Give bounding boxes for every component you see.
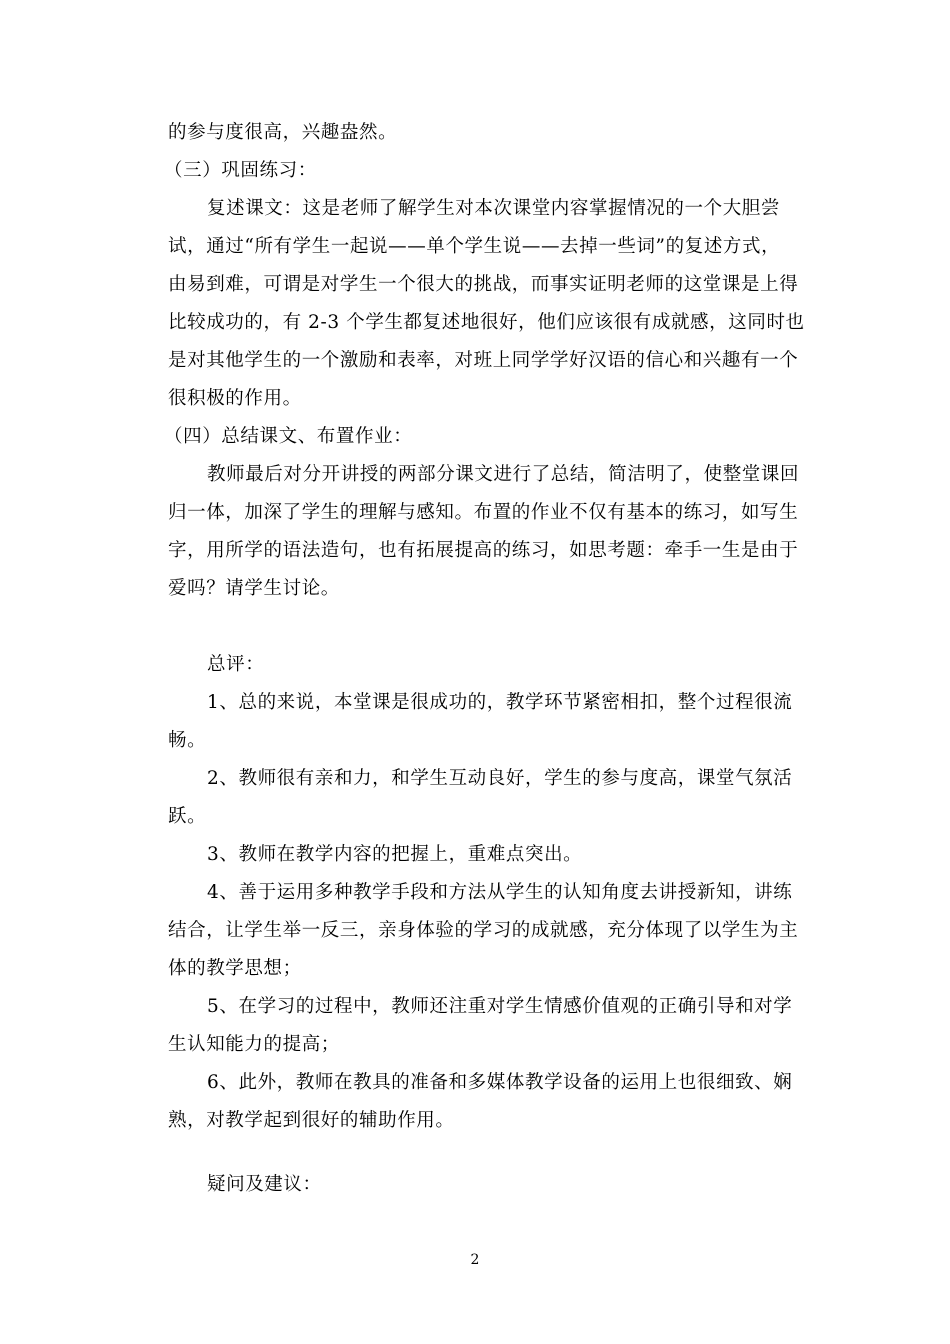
text-line: 2、教师很有亲和力，和学生互动良好，学生的参与度高，课堂气氛活 [207, 768, 793, 789]
text-line: 比较成功的，有 2-3 个学生都复述地很好，他们应该很有成就感，这同时也 [168, 312, 805, 333]
text-line: 跃。 [168, 806, 207, 827]
text-line: 熟，对教学起到很好的辅助作用。 [168, 1110, 455, 1131]
text-line: 畅。 [168, 730, 207, 751]
text-line: 教师最后对分开讲授的两部分课文进行了总结，简洁明了，使整堂课回 [207, 464, 800, 485]
text-line: 很积极的作用。 [168, 388, 302, 409]
text-line: 归一体，加深了学生的理解与感知。布置的作业不仅有基本的练习，如写生 [168, 502, 799, 523]
text-line: 字，用所学的语法造句，也有拓展提高的练习，如思考题：牵手一生是由于 [168, 540, 799, 561]
text-line: 6、此外，教师在教具的准备和多媒体教学设备的运用上也很细致、娴 [207, 1072, 793, 1093]
text-line: 试，通过“所有学生一起说——单个学生说——去掉一些词”的复述方式， [168, 236, 781, 257]
section-heading: （三）巩固练习： [164, 160, 317, 181]
questions-heading: 疑问及建议： [207, 1174, 322, 1195]
text-line: 爱吗？请学生讨论。 [168, 578, 340, 599]
section-heading: （四）总结课文、布置作业： [164, 426, 413, 447]
text-line: 5、在学习的过程中，教师还注重对学生情感价值观的正确引导和对学 [207, 996, 793, 1017]
text-line: 结合，让学生举一反三，亲身体验的学习的成就感，充分体现了以学生为主 [168, 920, 799, 941]
text-line: 是对其他学生的一个激励和表率，对班上同学学好汉语的信心和兴趣有一个 [168, 350, 799, 371]
text-line: 1、总的来说，本堂课是很成功的，教学环节紧密相扣，整个过程很流 [207, 692, 793, 713]
text-line: 4、善于运用多种教学手段和方法从学生的认知角度去讲授新知，讲练 [207, 882, 793, 903]
page-number: 2 [470, 1252, 480, 1268]
text-line: 体的教学思想； [168, 958, 302, 979]
text-line: 由易到难，可谓是对学生一个很大的挑战，而事实证明老师的这堂课是上得 [168, 274, 799, 295]
text-line: 3、教师在教学内容的把握上，重难点突出。 [207, 844, 583, 865]
summary-heading: 总评： [207, 654, 265, 675]
text-line: 生认知能力的提高； [168, 1034, 340, 1055]
text-line: 复述课文：这是老师了解学生对本次课堂内容掌握情况的一个大胆尝 [207, 198, 781, 219]
text-line: 的参与度很高，兴趣盎然。 [168, 122, 398, 143]
